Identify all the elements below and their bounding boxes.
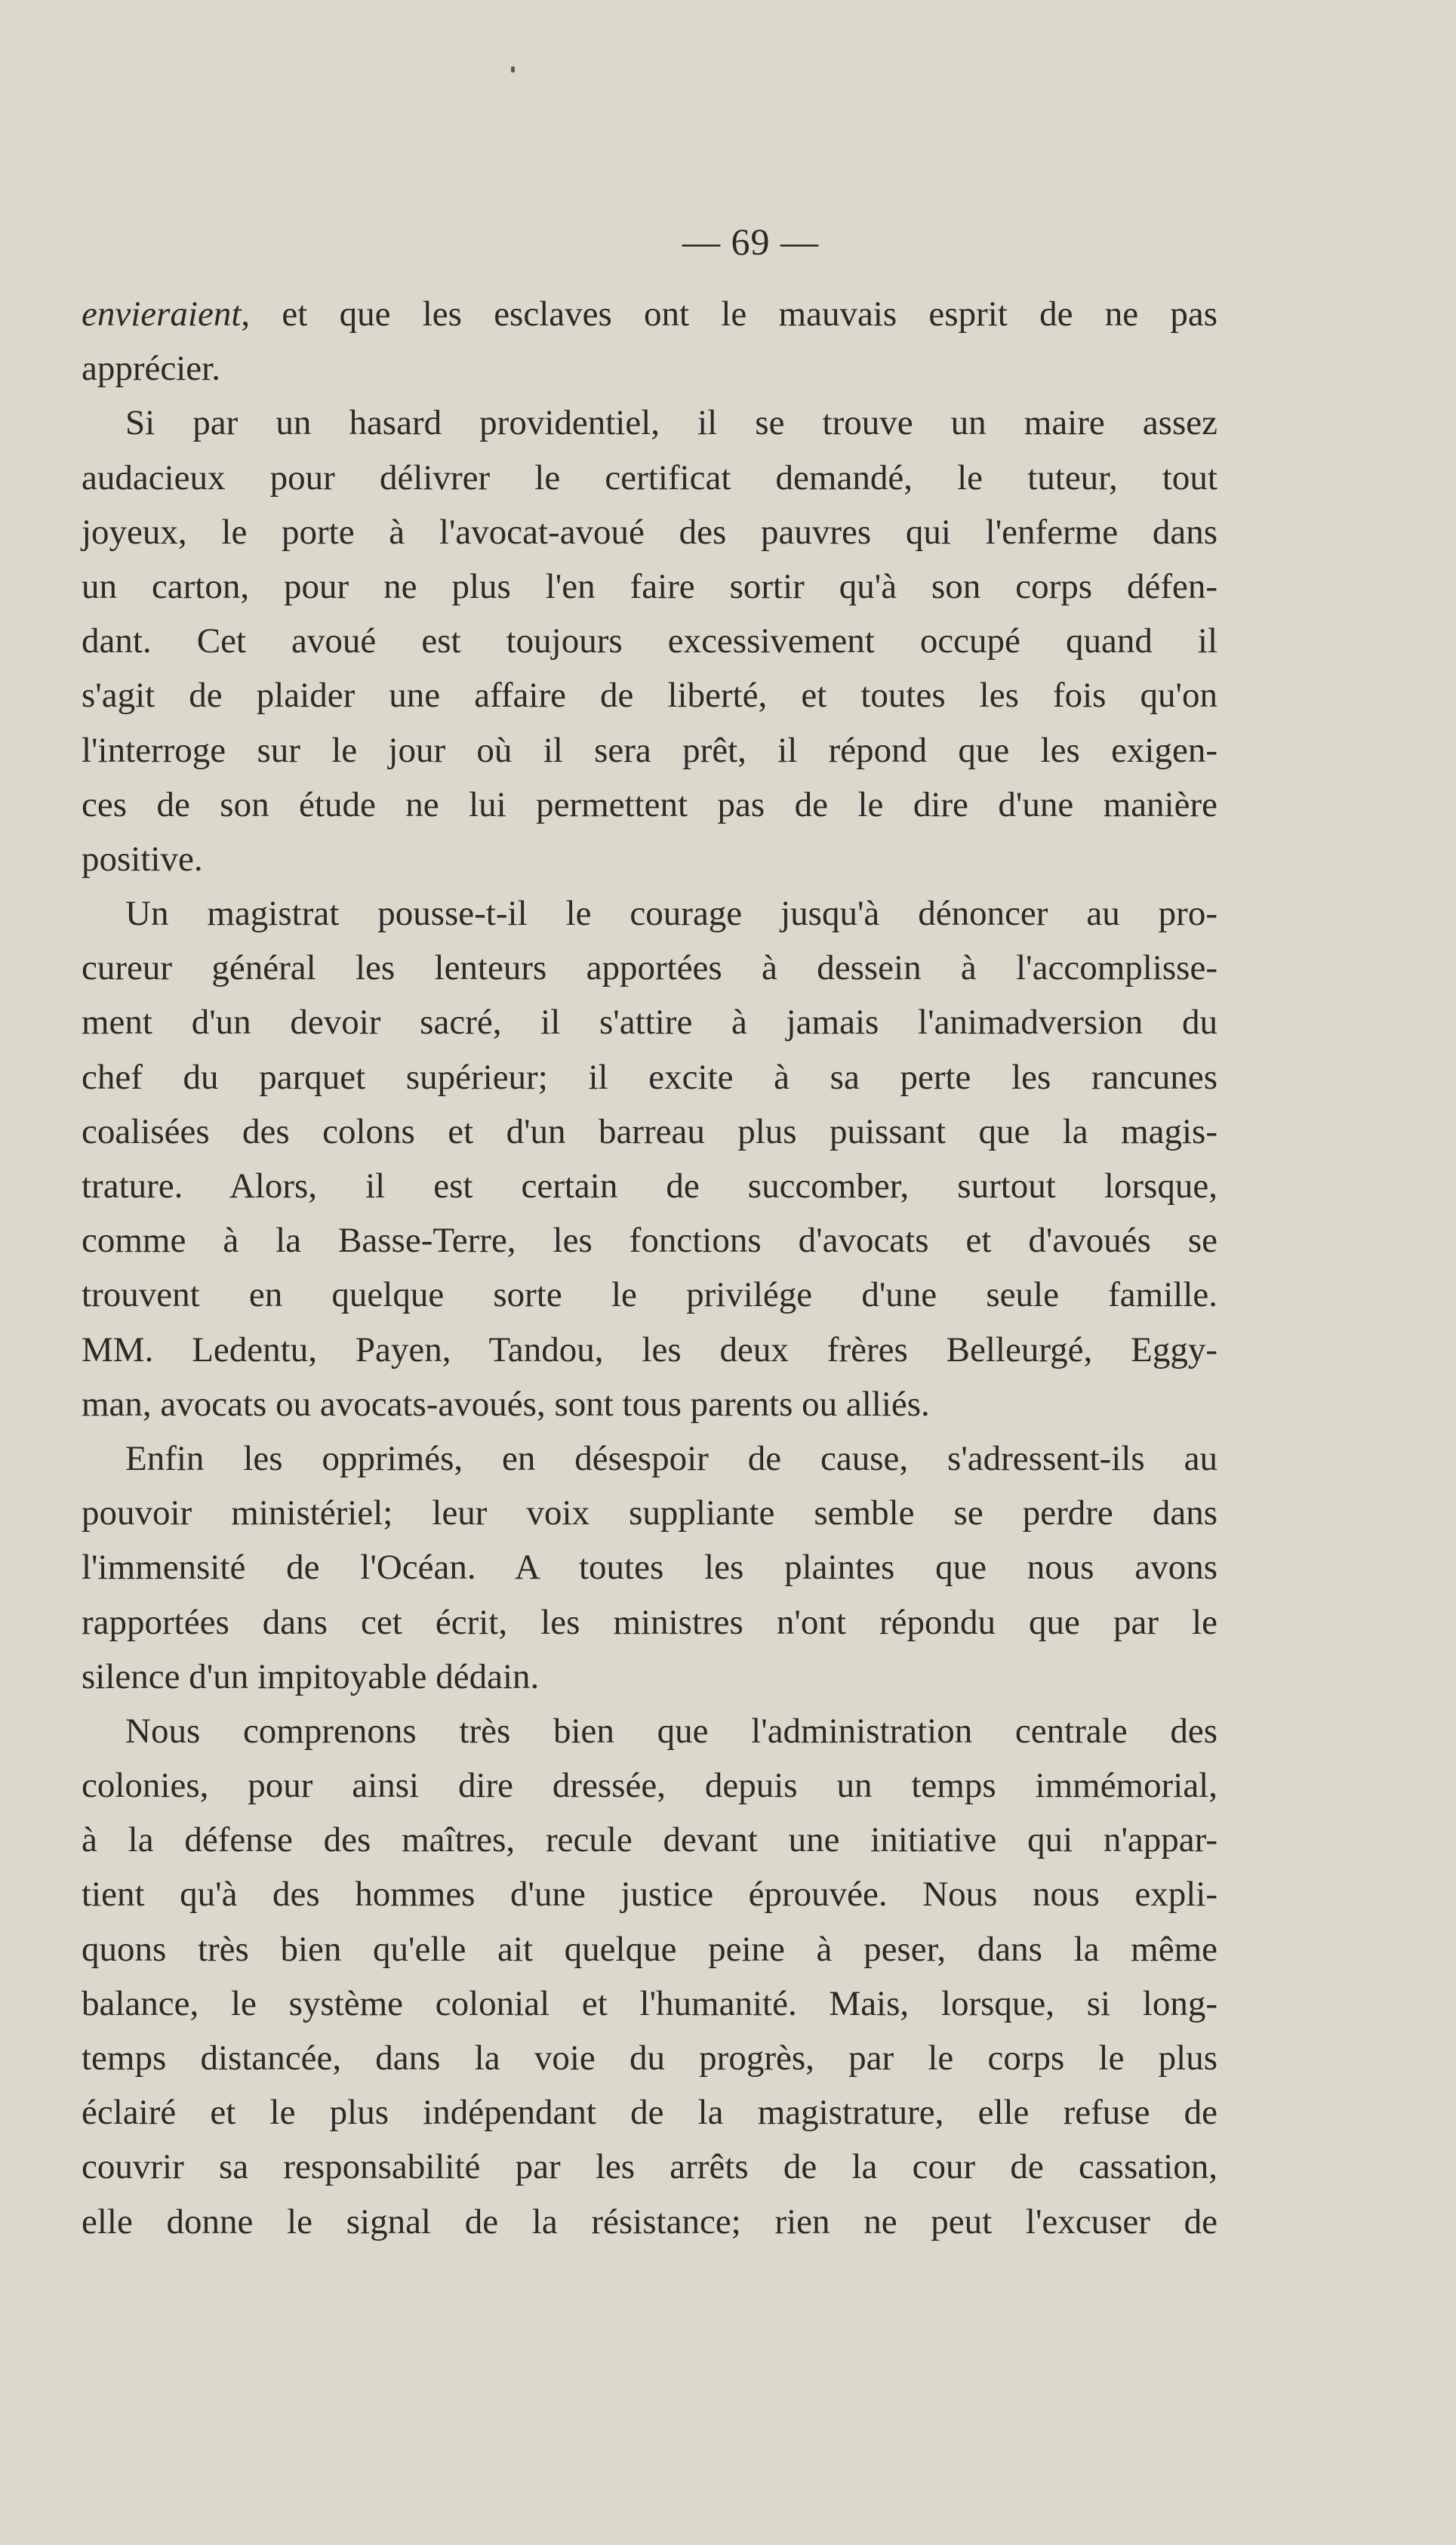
text-line: cureur général les lenteurs apportées à dessein à l'accomplisse-: [82, 948, 1217, 988]
text-line: l'immensité de l'Océan. A toutes les plaintes que nous avons: [82, 1548, 1217, 1588]
ink-speck: [511, 66, 515, 72]
text-line: MM. Ledentu, Payen, Tandou, les deux frères Belleurgé, Eggy-: [82, 1330, 1217, 1370]
text-line: dant. Cet avoué est toujours excessivement occupé quand il: [82, 621, 1217, 661]
text-line: à la défense des maîtres, recule devant une initiative qui n'appar-: [82, 1820, 1217, 1860]
text-line: Enfin les opprimés, en désespoir de cause, s'adressent-ils au: [125, 1438, 1217, 1478]
text-line: trouvent en quelque sorte le privilége d'une seule famille.: [82, 1275, 1217, 1315]
text-line: [82, 287, 1217, 341]
text-line: Nous comprenons très bien que l'administration centrale des: [125, 1711, 1217, 1751]
text-line: silence d'un impitoyable dédain.: [82, 1656, 540, 1696]
text-line: elle donne le signal de la résistance; rien ne peut l'excuser de: [82, 2201, 1217, 2242]
text-line: joyeux, le porte à l'avocat-avoué des pauvres qui l'enferme dans: [82, 512, 1217, 552]
page-number: — 69 —: [682, 220, 819, 263]
text-line: l'interroge sur le jour où il sera prêt, il répond que les exigen-: [82, 730, 1217, 770]
text-line: trature. Alors, il est certain de succomber, surtout lorsque,: [82, 1166, 1217, 1206]
text-line: man, avocats ou avocats-avoués, sont tous parents ou alliés.: [82, 1384, 930, 1424]
text-line: ces de son étude ne lui permettent pas de le dire d'une manière: [82, 784, 1217, 824]
text-line: positive.: [82, 839, 203, 879]
text-line: balance, le système colonial et l'humanité. Mais, lorsque, si long-: [82, 1983, 1217, 2023]
text-line: quons très bien qu'elle ait quelque peine à peser, dans la même: [82, 1929, 1217, 1969]
text-line: Un magistrat pousse-t-il le courage jusqu'à dénoncer au pro-: [125, 894, 1217, 934]
text-line: coalisées des colons et d'un barreau plus puissant que la magis-: [82, 1111, 1217, 1151]
text-line: colonies, pour ainsi dire dressée, depuis un temps immémorial,: [82, 1766, 1217, 1806]
text-line: pouvoir ministériel; leur voix suppliante semble se perdre dans: [82, 1493, 1217, 1533]
text-line: un carton, pour ne plus l'en faire sortir qu'à son corps défen-: [82, 566, 1217, 606]
text-line: rapportées dans cet écrit, les ministres n'ont répondu que par le: [82, 1602, 1217, 1642]
text-line: ment d'un devoir sacré, il s'attire à jamais l'animadversion du: [82, 1003, 1217, 1043]
text-line: chef du parquet supérieur; il excite à sa perte les rancunes: [82, 1057, 1217, 1097]
italic-word: envieraient: [82, 294, 242, 334]
text-line: Si par un hasard providentiel, il se trouve un maire assez: [125, 403, 1217, 443]
text-line: audacieux pour délivrer le certificat demandé, le tuteur, tout: [82, 458, 1217, 498]
text-line: apprécier.: [82, 349, 220, 389]
text-line: couvrir sa responsabilité par les arrêts de la cour de cassation,: [82, 2147, 1217, 2187]
text-line: tient qu'à des hommes d'une justice éprouvée. Nous nous expli-: [82, 1875, 1217, 1915]
body-text: [82, 287, 1217, 2249]
text-line: éclairé et le plus indépendant de la magistrature, elle refuse de: [82, 2093, 1217, 2133]
text-line: temps distancée, dans la voie du progrès, par le corps le plus: [82, 2038, 1217, 2078]
text-line: comme à la Basse-Terre, les fonctions d'avocats et d'avoués se: [82, 1221, 1217, 1261]
text-line: s'agit de plaider une affaire de liberté, et toutes les fois qu'on: [82, 676, 1217, 716]
text-line-rest: , et que les esclaves ont le mauvais esprit de ne pas: [241, 294, 1217, 334]
